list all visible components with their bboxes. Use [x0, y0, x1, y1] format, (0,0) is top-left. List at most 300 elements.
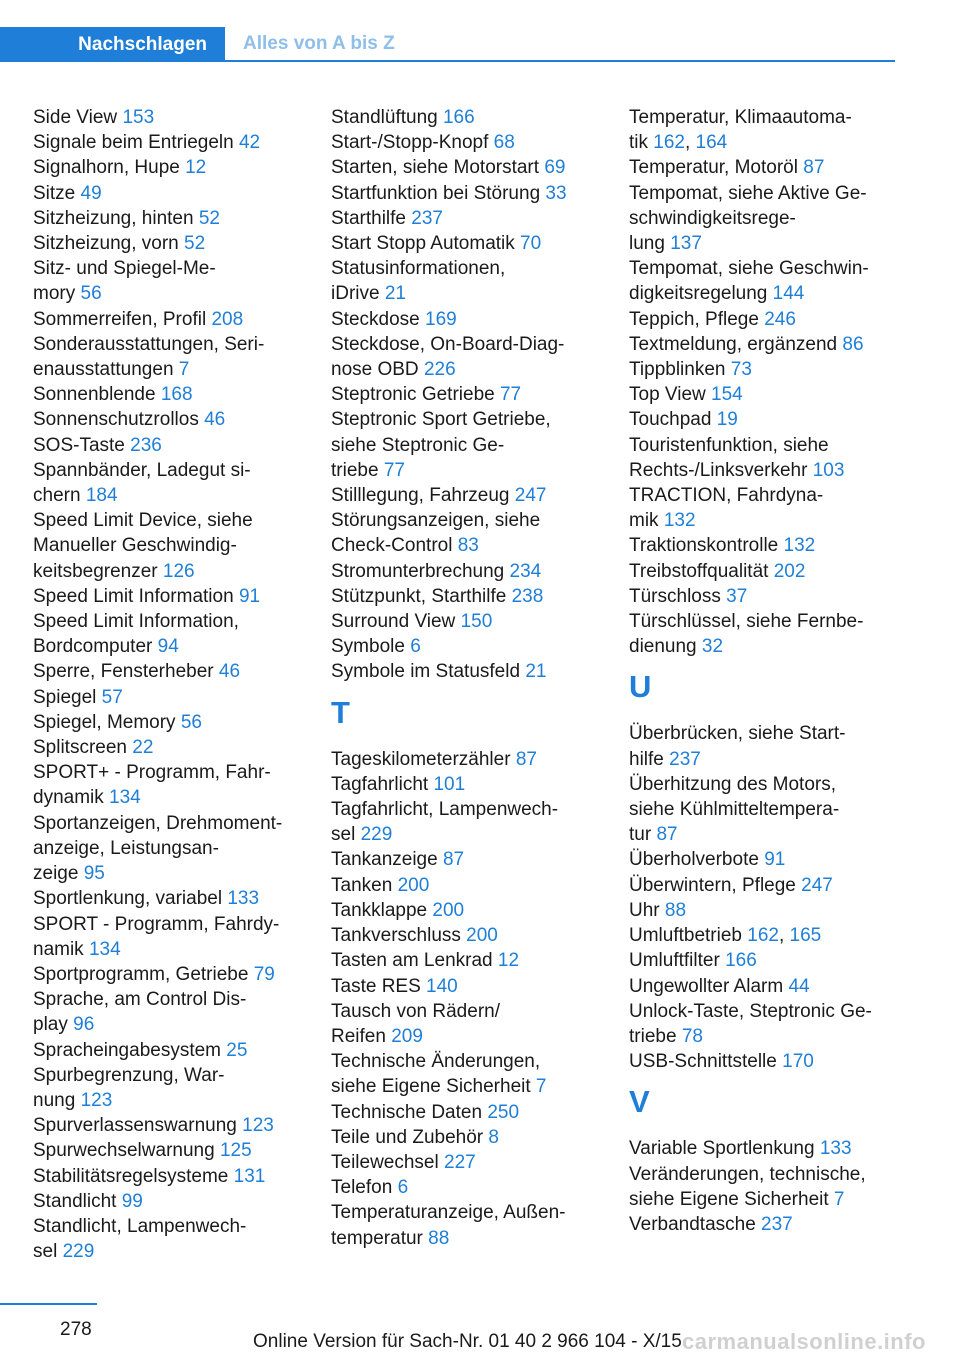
page-ref-link[interactable]: 95	[83, 863, 105, 885]
entry-last-line	[33, 886, 308, 911]
index-entry	[331, 659, 606, 684]
page-ref-link[interactable]: 21	[525, 661, 547, 683]
index-entry	[33, 433, 308, 458]
page-ref-link[interactable]: 22	[132, 737, 154, 759]
page-ref-link[interactable]: 150	[460, 611, 493, 633]
entry-text: Signalhorn, Hupe	[33, 157, 180, 179]
page-ref-link[interactable]: 42	[238, 132, 261, 154]
entry-last-line	[629, 307, 904, 332]
entry-last-line	[629, 533, 904, 558]
entry-text: temperatur	[331, 1227, 423, 1249]
entry-last-line	[331, 458, 606, 483]
entry-last-line	[331, 822, 606, 847]
entry-text: tur	[629, 824, 652, 846]
page-ref-link[interactable]: 91	[764, 849, 786, 871]
index-entry	[331, 797, 606, 847]
page-ref-link[interactable]: 237	[761, 1213, 793, 1235]
entry-text: Umluftfilter	[629, 950, 720, 972]
entry-text: Teile und Zubehör	[331, 1126, 484, 1148]
entry-text: Spurwechselwarnung	[33, 1140, 215, 1162]
entry-last-line	[331, 1100, 606, 1125]
entry-text: mory	[33, 283, 76, 305]
entry-last-line	[629, 847, 904, 872]
page-ref-link[interactable]: 132	[783, 535, 816, 557]
entry-last-line	[33, 357, 308, 382]
entry-text: Stabilitätsregelsysteme	[33, 1165, 229, 1187]
entry-text: play	[33, 1014, 68, 1036]
entry-text: iDrive	[331, 283, 380, 305]
index-entry	[629, 923, 904, 948]
page-ref-link[interactable]: 200	[466, 925, 498, 947]
entry-last-line	[331, 1226, 606, 1251]
entry-last-line	[33, 382, 308, 407]
entry-text: Statusinformationen,	[331, 258, 506, 280]
entry-last-line	[331, 130, 606, 155]
index-entry	[629, 155, 904, 180]
index-entry	[331, 407, 606, 483]
entry-text: nung	[33, 1089, 76, 1111]
entry-last-line	[629, 873, 904, 898]
page-ref-link[interactable]: 7	[535, 1076, 547, 1098]
entry-text: enausstattungen	[33, 359, 174, 381]
page-ref-link[interactable]: 6	[397, 1177, 409, 1199]
index-entry	[331, 1175, 606, 1200]
entry-last-line	[629, 281, 904, 306]
entry-last-line	[33, 1239, 308, 1264]
page-ref-link[interactable]: 37	[726, 585, 748, 607]
index-entry	[33, 962, 308, 987]
entry-last-line	[331, 898, 606, 923]
entry-text: Technische Änderungen,	[331, 1051, 541, 1073]
entry-last-line	[629, 1049, 904, 1074]
entry-text: Tausch von Rädern/	[331, 1000, 500, 1022]
entry-text: Check-Control	[331, 535, 453, 557]
entry-last-line: tik 162, 164	[629, 132, 728, 154]
page-ref-link[interactable]: 237	[669, 748, 701, 770]
index-entry	[629, 483, 904, 533]
entry-text: Symbole im Statusfeld	[331, 661, 521, 683]
entry-last-line	[331, 1175, 606, 1200]
page-ref-link[interactable]: 123	[80, 1089, 113, 1111]
page-ref-link[interactable]: 144	[772, 283, 805, 305]
entry-text: Verbandtasche	[629, 1213, 756, 1235]
entry-last-line	[33, 685, 308, 710]
page-ref-link[interactable]: 73	[730, 359, 752, 381]
page-ref-link[interactable]: 87	[656, 824, 678, 846]
page-ref-link[interactable]: 236	[130, 434, 162, 456]
page-ref-link[interactable]: 166	[725, 950, 757, 972]
entry-text: Steptronic Getriebe	[331, 384, 495, 406]
entry-text: Sommerreifen, Profil	[33, 308, 207, 330]
index-entry	[629, 1049, 904, 1074]
entry-text: Traktionskontrolle	[629, 535, 779, 557]
index-entry	[331, 256, 606, 306]
index-entry	[331, 634, 606, 659]
index-entry	[331, 873, 606, 898]
entry-last-line	[331, 873, 606, 898]
page-ref-link[interactable]: 32	[701, 636, 724, 658]
entry-last-line	[331, 634, 606, 659]
entry-text: Sperre, Fensterheber	[33, 661, 214, 683]
entry-text: Start-/Stopp-Knopf	[331, 132, 489, 154]
page-ref-link[interactable]: 77	[499, 384, 522, 406]
entry-last-line: Umluftbetrieb 162, 165	[629, 925, 822, 947]
entry-text: Umluftbetrieb	[629, 925, 742, 947]
index-entry	[331, 609, 606, 634]
index-entry	[331, 483, 606, 508]
index-entry	[629, 105, 904, 155]
page-ref-link[interactable]: 19	[716, 409, 738, 431]
entry-last-line	[629, 974, 904, 999]
index-letter-heading: T	[331, 694, 350, 730]
entry-text: Überhitzung des Motors,	[629, 773, 836, 795]
page-ref-link[interactable]: 137	[670, 233, 702, 255]
page-ref-link[interactable]: 170	[782, 1051, 814, 1073]
page-ref-link[interactable]: 12	[497, 950, 520, 972]
entry-last-line	[33, 206, 308, 231]
entry-text: Start Stopp Automatik	[331, 233, 515, 255]
page-ref-link[interactable]: 87	[515, 748, 537, 770]
index-entry	[331, 105, 606, 130]
entry-text: Ungewollter Alarm	[629, 975, 784, 997]
entry-text: Sonnenschutzrollos	[33, 409, 199, 431]
entry-last-line	[331, 155, 606, 180]
page-ref-link[interactable]: 134	[109, 787, 141, 809]
page-ref-link[interactable]: 46	[204, 409, 226, 431]
page-ref-link[interactable]: 25	[226, 1039, 248, 1061]
page-ref-link[interactable]: 133	[227, 888, 260, 910]
page-ref-link[interactable]: 123	[242, 1115, 274, 1137]
page-ref-link[interactable]: 132	[663, 510, 696, 532]
index-entry	[33, 508, 308, 584]
page-ref-link[interactable]: 250	[487, 1101, 520, 1123]
entry-text: Tippblinken	[629, 359, 726, 381]
entry-last-line	[33, 1138, 308, 1163]
entry-text: Tankklappe	[331, 899, 428, 921]
entry-last-line	[331, 1024, 606, 1049]
page-ref-link[interactable]: 131	[233, 1165, 266, 1187]
header-tab-bar	[0, 27, 895, 62]
page-ref-link[interactable]: 202	[773, 560, 806, 582]
page-ref-link[interactable]: 208	[211, 308, 244, 330]
index-entry	[33, 659, 308, 684]
index-entry	[629, 559, 904, 584]
index-entry	[33, 181, 308, 206]
index-entry	[629, 721, 904, 771]
page-ref-link[interactable]: 238	[511, 585, 544, 607]
entry-text: Symbole	[331, 636, 405, 658]
page-ref-link[interactable]: 164	[695, 132, 728, 154]
page-ref-link[interactable]: 91	[238, 585, 261, 607]
index-entry	[629, 847, 904, 872]
entry-text: Überholverbote	[629, 849, 759, 871]
entry-text: Temperatur, Klimaautoma-	[629, 107, 852, 128]
page-ref-link[interactable]: 153	[122, 107, 155, 128]
entry-text: Tagfahrlicht, Lampenwech-	[331, 799, 559, 821]
index-entry	[33, 1138, 308, 1163]
entry-text: Temperatur, Motoröl	[629, 157, 798, 179]
entry-text: Standlicht, Lampenwech-	[33, 1215, 247, 1237]
index-entry	[331, 231, 606, 256]
entry-text: dynamik	[33, 787, 104, 809]
page-ref-link[interactable]: 227	[444, 1151, 476, 1173]
entry-text: hilfe	[629, 748, 664, 770]
page-ref-link[interactable]: 169	[425, 308, 457, 330]
entry-last-line	[331, 772, 606, 797]
entry-text: Veränderungen, technische,	[629, 1163, 866, 1185]
page-ref-link[interactable]: 33	[545, 182, 567, 204]
index-entry	[33, 458, 308, 508]
index-entry	[33, 407, 308, 432]
index-entry	[331, 307, 606, 332]
page-ref-link[interactable]: 44	[788, 975, 810, 997]
entry-text: Tempomat, siehe Aktive Ge-	[629, 182, 867, 204]
entry-text: Side View	[33, 107, 118, 128]
index-entry	[331, 181, 606, 206]
index-entry	[629, 873, 904, 898]
index-entry	[331, 382, 606, 407]
entry-last-line	[33, 105, 308, 130]
page-ref-link[interactable]: 99	[121, 1190, 143, 1212]
index-entry	[331, 1200, 606, 1250]
page-ref-link[interactable]: 229	[62, 1241, 95, 1263]
page-ref-link[interactable]: 94	[157, 636, 179, 658]
index-entry	[33, 206, 308, 231]
entry-last-line	[629, 559, 904, 584]
index-entry	[33, 1038, 308, 1063]
page-ref-link[interactable]: 57	[101, 686, 123, 708]
entry-last-line	[331, 206, 606, 231]
page-ref-link[interactable]: 126	[162, 560, 195, 582]
entry-text: nose OBD	[331, 359, 419, 381]
index-entry	[33, 886, 308, 911]
page-ref-link[interactable]: 69	[544, 157, 566, 179]
page-ref-link[interactable]: 12	[185, 157, 207, 179]
page-ref-link[interactable]: 87	[803, 157, 825, 179]
entry-last-line	[331, 747, 606, 772]
entry-text: Speed Limit Information,	[33, 611, 239, 633]
page-ref-link[interactable]: 7	[833, 1188, 845, 1210]
entry-text: Sportanzeigen, Drehmoment-	[33, 812, 283, 834]
tab-nachschlagen[interactable]: Nachschlagen	[0, 27, 225, 62]
page-ref-link[interactable]: 237	[411, 207, 443, 229]
page-ref-link[interactable]: 78	[681, 1025, 703, 1047]
index-entry	[629, 332, 904, 357]
entry-text: Signale beim Entriegeln	[33, 132, 234, 154]
entry-text: Rechts-/Linksverkehr	[629, 459, 808, 481]
page-ref-link[interactable]: 83	[457, 535, 479, 557]
page-ref-link[interactable]: 46	[218, 661, 241, 683]
entry-last-line	[33, 937, 308, 962]
index-entry	[331, 155, 606, 180]
page-ref-link[interactable]: 101	[433, 773, 466, 795]
tab-alles-von-a-bis-z[interactable]: Alles von A bis Z	[243, 32, 395, 54]
index-entry	[331, 772, 606, 797]
entry-text: Tagfahrlicht	[331, 773, 429, 795]
entry-text: Treibstoffqualität	[629, 560, 769, 582]
index-entry	[331, 747, 606, 772]
index-entry	[629, 948, 904, 973]
page-ref-link[interactable]: 87	[442, 849, 465, 871]
index-entry	[33, 710, 308, 735]
page-ref-link[interactable]: 140	[426, 975, 458, 997]
entry-text: Teilewechsel	[331, 1151, 439, 1173]
entry-last-line	[331, 584, 606, 609]
index-entry	[629, 433, 904, 483]
entry-text: Reifen	[331, 1025, 386, 1047]
page-ref-link[interactable]: 246	[764, 308, 796, 330]
page-ref-link[interactable]: 200	[397, 874, 430, 896]
page-ref-link[interactable]: 79	[253, 963, 275, 985]
entry-last-line	[331, 1125, 606, 1150]
entry-last-line	[33, 1012, 308, 1037]
entry-text: Telefon	[331, 1177, 393, 1199]
page-ref-link[interactable]: 247	[801, 874, 833, 896]
entry-last-line	[331, 948, 606, 973]
entry-text: anzeige, Leistungsan-	[33, 837, 219, 859]
entry-text: zeige	[33, 863, 79, 885]
entry-last-line	[33, 735, 308, 760]
page-ref-link[interactable]: 52	[198, 207, 220, 229]
page-ref-link[interactable]: 70	[520, 233, 542, 255]
entry-text: Störungsanzeigen, siehe	[331, 510, 541, 532]
index-entry	[331, 508, 606, 558]
entry-last-line	[33, 231, 308, 256]
entry-last-line	[33, 1088, 308, 1113]
entry-text: SPORT - Programm, Fahrdy-	[33, 913, 280, 935]
entry-text: triebe	[629, 1025, 677, 1047]
page-ref-link[interactable]: 8	[488, 1126, 499, 1148]
entry-text: Steckdose, On-Board-Diag-	[331, 333, 565, 355]
entry-text: Stilllegung, Fahrzeug	[331, 485, 510, 507]
index-entry	[629, 307, 904, 332]
entry-text: chern	[33, 485, 81, 507]
page-ref-link[interactable]: 162	[653, 132, 685, 154]
page-ref-link[interactable]: 184	[85, 485, 118, 507]
entry-text: Steptronic Sport Getriebe,	[331, 409, 551, 431]
index-entry	[33, 584, 308, 609]
page-ref-link[interactable]: 165	[789, 925, 822, 947]
page-ref-link[interactable]: 168	[160, 384, 193, 406]
entry-last-line	[33, 861, 308, 886]
index-entry	[331, 974, 606, 999]
index-entry	[33, 105, 308, 130]
index-entry	[33, 912, 308, 962]
entry-last-line	[33, 1189, 308, 1214]
entry-text: Standlicht	[33, 1190, 117, 1212]
entry-last-line	[33, 785, 308, 810]
entry-text: Temperaturanzeige, Außen-	[331, 1202, 566, 1224]
entry-text: siehe Eigene Sicherheit	[629, 1188, 829, 1210]
entry-last-line	[331, 1074, 606, 1099]
page-ref-link[interactable]: 134	[88, 938, 121, 960]
entry-text: Sitz- und Spiegel-Me-	[33, 258, 216, 280]
entry-text: Sonderausstattungen, Seri-	[33, 333, 265, 355]
page-ref-link[interactable]: 234	[509, 560, 542, 582]
index-column-1	[33, 105, 308, 1264]
index-entry	[629, 1162, 904, 1212]
page-ref-link[interactable]: 154	[711, 384, 743, 406]
page-ref-link[interactable]: 56	[80, 283, 102, 305]
page-ref-link[interactable]: 6	[410, 636, 421, 658]
page-ref-link[interactable]: 77	[383, 459, 405, 481]
page-ref-link[interactable]: 88	[664, 899, 687, 921]
page-ref-link[interactable]: 209	[391, 1025, 423, 1047]
entry-text: mik	[629, 510, 659, 532]
entry-last-line	[331, 659, 606, 684]
entry-text: Sprache, am Control Dis-	[33, 989, 247, 1011]
entry-text: Variable Sportlenkung	[629, 1138, 815, 1160]
page-ref-link[interactable]: 49	[80, 182, 102, 204]
index-entry	[629, 533, 904, 558]
page-ref-link[interactable]: 200	[432, 899, 465, 921]
entry-last-line	[629, 822, 904, 847]
page-ref-link[interactable]: 56	[180, 711, 202, 733]
page-ref-link[interactable]: 86	[842, 333, 864, 355]
index-entry	[331, 923, 606, 948]
entry-text: siehe Steptronic Ge-	[331, 434, 505, 456]
index-entry	[629, 181, 904, 257]
entry-text: Speed Limit Device, siehe	[33, 510, 253, 532]
page-ref-link[interactable]: 88	[428, 1227, 450, 1249]
page-number: 278	[60, 1319, 92, 1340]
entry-last-line	[629, 458, 904, 483]
page-ref-link[interactable]: 96	[73, 1014, 95, 1036]
page-ref-link[interactable]: 133	[819, 1138, 852, 1160]
page-ref-link[interactable]: 68	[493, 132, 515, 154]
online-version-note: Online Version für Sach-Nr. 01 40 2 966 104 - X/15	[253, 1331, 682, 1352]
entry-text: Tankverschluss	[331, 925, 461, 947]
entry-text: Splitscreen	[33, 737, 127, 759]
page-ref-link[interactable]: 21	[384, 283, 406, 305]
index-entry	[33, 760, 308, 810]
page-ref-link[interactable]: 166	[442, 107, 475, 128]
entry-last-line	[629, 332, 904, 357]
page-ref-link[interactable]: 162	[747, 925, 779, 947]
entry-text: Touristenfunktion, siehe	[629, 434, 829, 456]
index-entry	[33, 1189, 308, 1214]
index-entry	[33, 256, 308, 306]
index-entry	[629, 1212, 904, 1237]
entry-text: Technische Daten	[331, 1101, 483, 1123]
page-ref-link[interactable]: 125	[219, 1140, 252, 1162]
entry-last-line	[33, 281, 308, 306]
entry-last-line	[629, 1024, 904, 1049]
page-ref-link[interactable]: 52	[184, 233, 206, 255]
index-entry	[33, 987, 308, 1037]
entry-text: Bordcomputer	[33, 636, 153, 658]
entry-text: Sitze	[33, 182, 76, 204]
index-entry	[331, 1125, 606, 1150]
entry-last-line	[331, 559, 606, 584]
entry-last-line	[331, 974, 606, 999]
footer-rule	[0, 1303, 97, 1305]
entry-text: Tasten am Lenkrad	[331, 950, 493, 972]
entry-last-line	[33, 634, 308, 659]
entry-last-line	[629, 1136, 904, 1161]
entry-text: Taste RES	[331, 975, 421, 997]
entry-last-line	[331, 281, 606, 306]
page-ref-link[interactable]: 103	[812, 459, 845, 481]
page-ref-link[interactable]: 226	[423, 359, 456, 381]
page-ref-link[interactable]: 247	[514, 485, 547, 507]
entry-text: Steckdose	[331, 308, 420, 330]
entry-last-line	[33, 433, 308, 458]
entry-last-line	[33, 307, 308, 332]
page-ref-link[interactable]: 7	[178, 359, 190, 381]
page-ref-link[interactable]: 229	[360, 824, 393, 846]
index-entry	[629, 382, 904, 407]
